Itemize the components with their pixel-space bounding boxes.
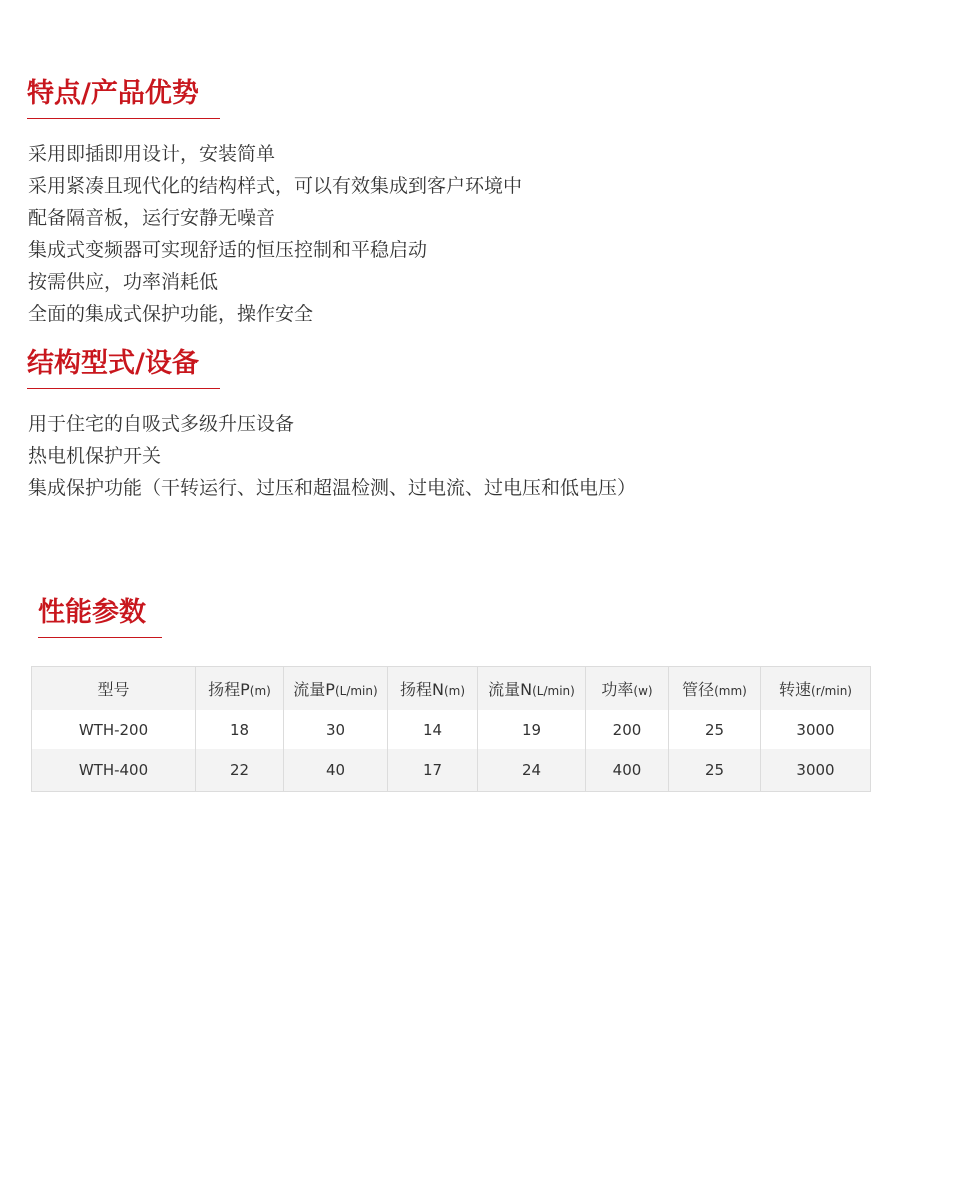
header-cell-flow-n (478, 667, 586, 711)
list-item: 集成式变频器可实现舒适的恒压控制和平稳启动 (28, 239, 428, 261)
header-label: 扬程P (208, 680, 250, 699)
header-unit: (L/min) (532, 684, 575, 698)
features-list (28, 138, 522, 330)
list-item: 按需供应，功率消耗低 (28, 271, 219, 293)
table-cell: 3000 (761, 749, 871, 792)
features-title: 特点/产品优势 (27, 76, 220, 119)
header-cell-power (586, 667, 669, 711)
table-header-row (32, 667, 871, 711)
list-item: 集成保护功能（干转运行、过压和超温检测、过电流、过电压和低电压） (28, 477, 637, 499)
table-cell: 18 (196, 710, 284, 749)
list-item: 用于住宅的自吸式多级升压设备 (28, 413, 295, 435)
table-cell: 25 (669, 749, 761, 792)
header-cell-pipe (669, 667, 761, 711)
list-item: 热电机保护开关 (28, 445, 162, 467)
header-unit: (w) (633, 684, 653, 698)
table-cell: WTH-200 (32, 710, 196, 749)
table-row (32, 749, 871, 792)
header-unit: (r/min) (811, 684, 852, 698)
header-label: 流量N (488, 680, 533, 699)
header-cell-head-p (196, 667, 284, 711)
table-cell: WTH-400 (32, 749, 196, 792)
header-cell-speed (761, 667, 871, 711)
table-cell: 200 (586, 710, 669, 749)
table-cell: 3000 (761, 710, 871, 749)
table-cell: 24 (478, 749, 586, 792)
params-table (31, 666, 871, 792)
header-label: 功率 (601, 680, 634, 699)
table-row (32, 710, 871, 749)
table-cell: 17 (388, 749, 478, 792)
header-label: 型号 (97, 680, 130, 699)
table-cell: 19 (478, 710, 586, 749)
header-unit: (m) (249, 684, 271, 698)
list-item: 全面的集成式保护功能，操作安全 (28, 303, 314, 325)
table-cell: 40 (284, 749, 388, 792)
list-item: 采用即插即用设计，安装简单 (28, 143, 276, 165)
header-cell-model (32, 667, 196, 711)
list-item: 采用紧凑且现代化的结构样式，可以有效集成到客户环境中 (28, 175, 523, 197)
header-label: 转速 (779, 680, 812, 699)
header-label: 扬程N (399, 680, 444, 699)
header-unit: (m) (443, 684, 466, 698)
params-title: 性能参数 (38, 595, 162, 638)
header-cell-flow-p (284, 667, 388, 711)
header-cell-head-n (388, 667, 478, 711)
header-label: 管径 (682, 680, 715, 699)
header-unit: (L/min) (334, 684, 378, 698)
structure-title: 结构型式/设备 (27, 346, 220, 389)
table-cell: 14 (388, 710, 478, 749)
table-cell: 30 (284, 710, 388, 749)
list-item: 配备隔音板，运行安静无噪音 (28, 207, 276, 229)
header-unit: (mm) (714, 684, 747, 698)
table-cell: 25 (669, 710, 761, 749)
header-label: 流量P (293, 680, 335, 699)
table-cell: 22 (196, 749, 284, 792)
structure-list (28, 408, 636, 504)
table-cell: 400 (586, 749, 669, 792)
